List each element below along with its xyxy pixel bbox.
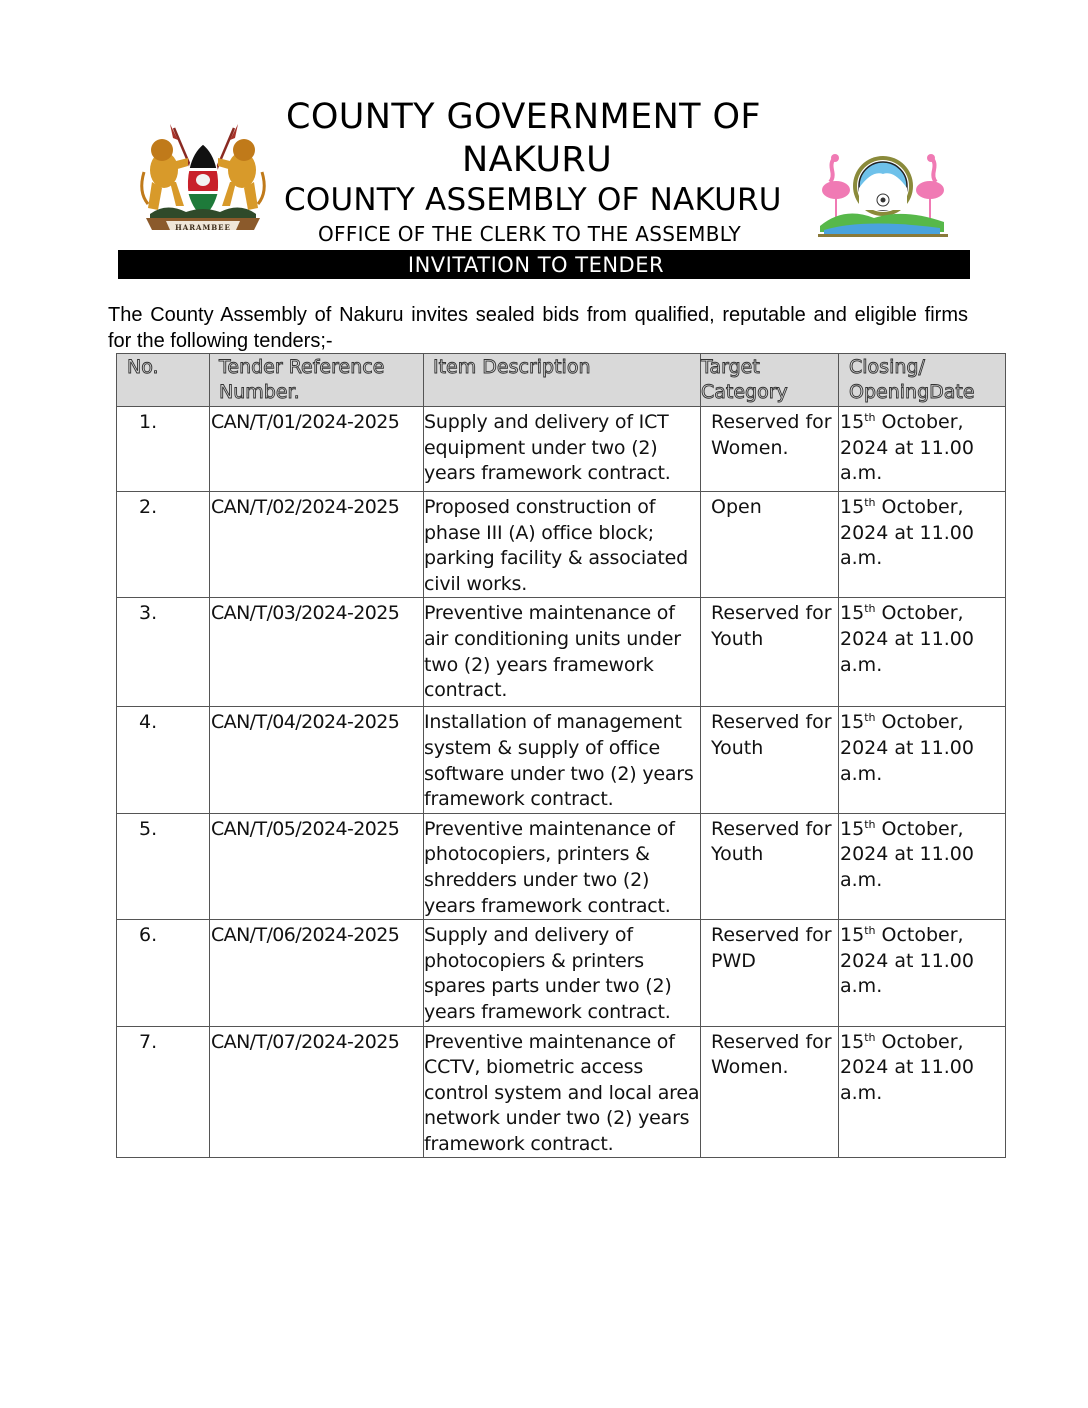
- title-line-1b: NAKURU: [462, 140, 613, 180]
- column-header-desc: Item Description: [424, 354, 701, 407]
- tenders-table: [116, 353, 1006, 1158]
- table-header-row: [117, 354, 1006, 407]
- cell-desc: Preventive maintenance of air conditioning units under two (2) years framework contract.: [424, 598, 701, 707]
- cell-desc: Supply and delivery of ICT equipment under two (2) years framework contract.: [424, 407, 701, 492]
- title-line-2: COUNTY ASSEMBLY OF NAKURU: [284, 182, 782, 218]
- cell-desc: Proposed construction of phase III (A) office block; parking facility & associated civil works.: [424, 492, 701, 598]
- cell-no: 7.: [117, 1026, 210, 1158]
- cell-date: 15th October, 2024 at 11.00 a.m.: [839, 407, 1006, 492]
- cell-ref: CAN/T/01/2024-2025: [210, 407, 424, 492]
- cell-date: 15th October, 2024 at 11.00 a.m.: [839, 707, 1006, 813]
- cell-target: Reserved for Women.: [701, 407, 839, 492]
- cell-ref: CAN/T/07/2024-2025: [210, 1026, 424, 1158]
- lion-left-icon: [142, 139, 188, 210]
- column-header-target: Target Category: [701, 354, 839, 407]
- column-header-no: No.: [117, 354, 210, 407]
- cell-ref: CAN/T/06/2024-2025: [210, 920, 424, 1026]
- cell-target: Reserved for Youth: [701, 598, 839, 707]
- coat-of-arms-motto: HARAMBEE: [175, 223, 231, 232]
- cell-no: 6.: [117, 920, 210, 1026]
- table-row: [117, 707, 1006, 813]
- cell-ref: CAN/T/03/2024-2025: [210, 598, 424, 707]
- cell-date: 15th October, 2024 at 11.00 a.m.: [839, 1026, 1006, 1158]
- cell-date: 15th October, 2024 at 11.00 a.m.: [839, 492, 1006, 598]
- invitation-banner: [118, 250, 970, 279]
- table-row: [117, 407, 1006, 492]
- banner-title: INVITATION TO TENDER: [407, 253, 665, 277]
- cell-desc: Installation of management system & supply of office software under two (2) years framework contract.: [424, 707, 701, 813]
- cell-desc: Supply and delivery of photocopiers & printers spares parts under two (2) years framework contract.: [424, 920, 701, 1026]
- cell-target: Reserved for Youth: [701, 813, 839, 919]
- cell-no: 3.: [117, 598, 210, 707]
- cell-ref: CAN/T/02/2024-2025: [210, 492, 424, 598]
- cell-desc: Preventive maintenance of CCTV, biometric access control system and local area network under two (2) years framework contract.: [424, 1026, 701, 1158]
- column-header-date: Closing/ OpeningDate: [839, 354, 1006, 407]
- cell-ref: CAN/T/05/2024-2025: [210, 813, 424, 919]
- cell-no: 4.: [117, 707, 210, 813]
- cell-target: Reserved for PWD: [701, 920, 839, 1026]
- kenya-coat-of-arms-logo: [136, 122, 270, 234]
- table-row: [117, 920, 1006, 1026]
- title-line-1: COUNTY GOVERNMENT OF: [286, 97, 761, 137]
- cell-desc: Preventive maintenance of photocopiers, printers & shredders under two (2) years framework contract.: [424, 813, 701, 919]
- cell-target: Reserved for Women.: [701, 1026, 839, 1158]
- cell-no: 5.: [117, 813, 210, 919]
- cell-target: Open: [701, 492, 839, 598]
- cell-date: 15th October, 2024 at 11.00 a.m.: [839, 598, 1006, 707]
- cell-ref: CAN/T/04/2024-2025: [210, 707, 424, 813]
- table-row: [117, 492, 1006, 598]
- cell-no: 2.: [117, 492, 210, 598]
- intro-paragraph: The County Assembly of Nakuru invites sealed bids from qualified, reputable and eligible firms for the following tenders;-: [108, 304, 968, 352]
- table-row: [117, 813, 1006, 919]
- flamingo-right-icon: [916, 154, 944, 224]
- cell-date: 15th October, 2024 at 11.00 a.m.: [839, 813, 1006, 919]
- nakuru-county-logo: [814, 148, 952, 240]
- table-row: [117, 1026, 1006, 1158]
- column-header-ref: Tender Reference Number.: [210, 354, 424, 407]
- cell-no: 1.: [117, 407, 210, 492]
- table-row: [117, 598, 1006, 707]
- cell-date: 15th October, 2024 at 11.00 a.m.: [839, 920, 1006, 1026]
- cell-target: Reserved for Youth: [701, 707, 839, 813]
- flamingo-left-icon: [822, 154, 850, 224]
- title-line-3: OFFICE OF THE CLERK TO THE ASSEMBLY: [318, 222, 742, 246]
